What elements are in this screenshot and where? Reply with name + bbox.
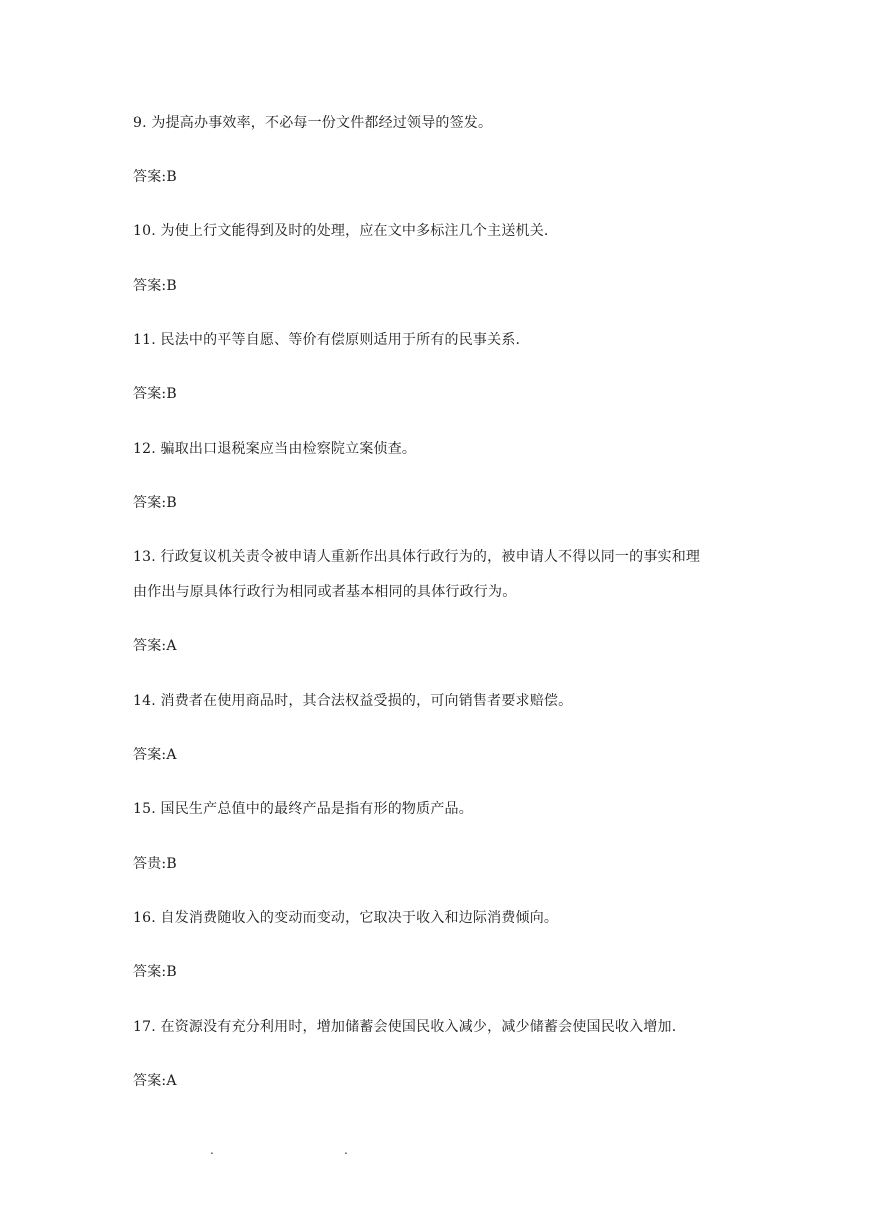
footer-dot-left: . xyxy=(210,1143,214,1157)
question-17-answer: 答案:A xyxy=(133,1073,177,1089)
question-16-text: 16. 自发消费随收入的变动而变动，它取决于收入和边际消费倾向。 xyxy=(133,910,559,926)
question-10-answer: 答案:B xyxy=(133,278,177,294)
question-13-answer: 答案:A xyxy=(133,638,177,654)
question-9-text: 9. 为提高办事效率，不必每一份文件都经过领导的签发。 xyxy=(133,115,493,131)
question-14-answer: 答案:A xyxy=(133,747,177,763)
question-15-text: 15. 国民生产总值中的最终产品是指有形的物质产品。 xyxy=(133,801,473,817)
question-10-text: 10. 为使上行文能得到及时的处理，应在文中多标注几个主送机关. xyxy=(133,223,549,239)
question-13-text-line-1: 13. 行政复议机关责令被申请人重新作出具体行政行为的，被申请人不得以同一的事实和理 xyxy=(133,549,701,565)
question-17-text: 17. 在资源没有充分利用时，增加储蓄会使国民收入减少，减少储蓄会使国民收入增加. xyxy=(133,1019,677,1035)
footer-dot-right: . xyxy=(344,1143,348,1157)
question-12-text: 12. 骗取出口退税案应当由检察院立案侦查。 xyxy=(133,441,417,457)
question-11-text: 11. 民法中的平等自愿、等价有偿原则适用于所有的民事关系. xyxy=(133,332,521,348)
question-14-text: 14. 消费者在使用商品时，其合法权益受损的，可向销售者要求赔偿。 xyxy=(133,693,573,709)
question-15-answer: 答贵:B xyxy=(133,856,177,872)
question-13-text-line-2: 由作出与原具体行政行为相同或者基本相同的具体行政行为。 xyxy=(133,584,517,600)
question-9-answer: 答案:B xyxy=(133,169,177,185)
question-12-answer: 答案:B xyxy=(133,495,177,511)
question-11-answer: 答案:B xyxy=(133,386,177,402)
question-16-answer: 答案:B xyxy=(133,964,177,980)
